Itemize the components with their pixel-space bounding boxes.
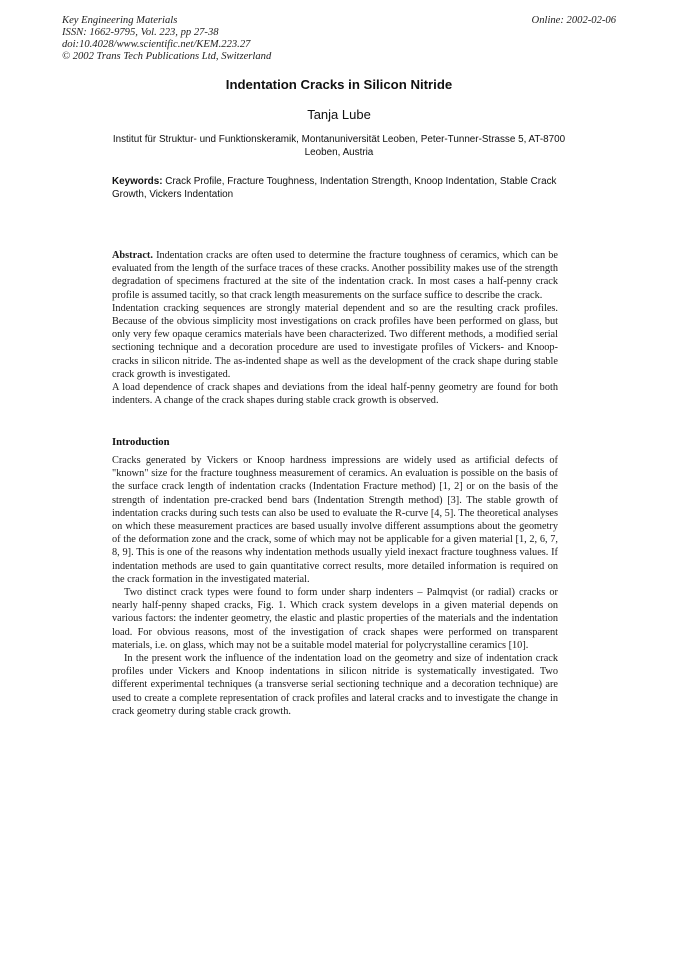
paper-title: Indentation Cracks in Silicon Nitride — [225, 77, 453, 92]
keywords-label: Keywords: — [112, 176, 163, 187]
keywords — [112, 176, 567, 201]
issn-line: ISSN: 1662-9795, Vol. 223, pp 27-38 — [62, 27, 219, 38]
abstract-paragraph — [112, 249, 558, 302]
abstract-text-1: Indentation cracks are often used to determine the fracture toughness of ceramics, which can be evaluated from the length of the surface traces of these cracks. Another possibility makes use of the strength degradation of specimens fractured at the site of the indentation crack. In most cases a half-penny crack profile is assumed tacitly, so that crack length measurements on the surface suffice to describe the crack. — [112, 250, 558, 301]
publication-header — [62, 15, 271, 63]
abstract-label: Abstract. — [112, 250, 153, 261]
intro-paragraph: In the present work the influence of the indentation load on the geometry and size of indentation crack profiles under Vickers and Knoop indentations in silicon nitride is systematically investigated. Two different experimental techniques (a transverse serial sectioning technique and a decoration technique) are used to create a complete representation of crack profiles and lateral cracks and to investigate the change in crack geometry during stable crack growth. — [112, 653, 558, 717]
abstract-paragraph: A load dependence of crack shapes and deviations from the ideal half-penny geometry are found for both indenters. A change of the crack shapes during stable crack growth is observed. — [112, 382, 558, 407]
doi-line: doi:10.4028/www.scientific.net/KEM.223.27 — [62, 39, 251, 50]
introduction-section — [112, 454, 558, 718]
abstract-paragraph: Indentation cracking sequences are strongly material dependent and so are the resulting crack profiles. Because of the obvious simplicity most investigations on crack profiles have been performed on glass, but only very few opaque ceramics materials have been characterized. Two different methods, a modified serial sectioning technique and a decoration procedure are used to investigate profiles of Vickers- and Knoop- cracks in silicon nitride. The as-indented shape as well as the development of the crack shape during stable crack growth is investigated. — [112, 302, 558, 380]
affiliation: Institut für Struktur- und Funktionskeramik, Montanuniversität Leoben, Peter-Tunner-Strasse 5, AT-8700 Leoben, Austria — [112, 134, 566, 158]
abstract-section — [112, 249, 558, 407]
copyright-line: © 2002 Trans Tech Publications Ltd, Switzerland — [62, 51, 272, 62]
intro-paragraph: Cracks generated by Vickers or Knoop hardness impressions are widely used as artificial defects of "known" size for the fracture toughness measurement of ceramics. An evaluation is possible on the basis of the surface crack length of indentation cracks (Indentation Fracture method) [1, 2] or on the basis of the strength of indentation pre-cracked bend bars (Indentation Strength method) [3]. The stable growth of indentation cracks during such tests can also be used to evaluate the R-curve [4, 5]. The theoretical analyses on which these measurement practices are based usually involve different assumptions about the geometry of the deformation zone and the crack, some of which may not be applicable for a given material [1, 2, 6, 7, 8, 9]. This is one of the reasons why indentation methods usually yield inexact fracture toughness values. If indentation methods are used to gain quantitative correct results, more detailed information is required on the crack formation in the investigated material. — [112, 455, 558, 585]
introduction-heading: Introduction — [112, 437, 170, 448]
online-date: Online: 2002-02-06 — [531, 15, 616, 26]
intro-paragraph: Two distinct crack types were found to form under sharp indenters – Palmqvist (or radial) cracks or nearly half-penny shaped cracks, Fig. 1. Which crack system develops in a given material depends on various factors: the indenter geometry, the elastic and plastic properties of the materials and the indentation load. For obvious reasons, most of the investigation of crack shapes were performed on transparent materials, i.e. on glass, which may not be a suitable model material for polycrystalline ceramics [10]. — [112, 587, 558, 651]
journal-name: Key Engineering Materials — [62, 15, 178, 26]
author-name: Tanja Lube — [307, 107, 371, 122]
keywords-text: Crack Profile, Fracture Toughness, Indentation Strength, Knoop Indentation, Stable Crack Growth, Vickers Indentation — [112, 176, 557, 200]
